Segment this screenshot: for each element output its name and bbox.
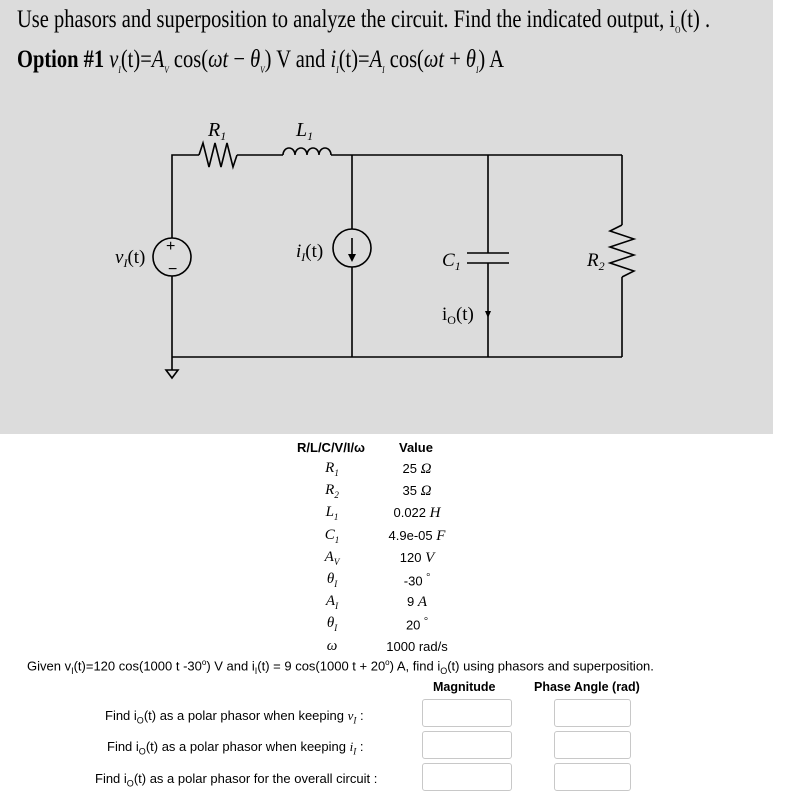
q2-phase-input[interactable] (554, 731, 631, 759)
q2-magnitude-input[interactable] (422, 731, 512, 759)
label-vsrc: $v_I(t)$ (115, 247, 146, 270)
label-r2: $R_2$ (587, 250, 605, 273)
resistor-r2 (610, 225, 634, 277)
param-symbol: $A_I$ (325, 593, 339, 612)
io-arrow-icon (485, 311, 491, 318)
q3-magnitude-input[interactable] (422, 763, 512, 791)
table-header-value: Value (399, 440, 433, 455)
current-arrow-icon (348, 254, 356, 262)
param-symbol: $C_1$ (324, 526, 340, 545)
param-symbol: $\theta_I$ (326, 615, 338, 634)
inductor-l1 (283, 148, 331, 155)
param-symbol: $\theta_I$ (326, 571, 338, 589)
resistor-r1 (199, 143, 237, 167)
param-value: 35 Ω (402, 483, 432, 500)
param-symbol: $R_1$ (325, 460, 339, 478)
param-symbol: $R_2$ (325, 482, 339, 501)
param-symbol: $L_1$ (325, 504, 339, 523)
plus-sign: + (166, 238, 176, 255)
param-symbol: $A_V$ (324, 548, 340, 567)
param-value: 4.9e-05 F (388, 527, 446, 544)
problem-statement: Use phasors and superposition to analyze the circuit. Find the indicated output, $i_O(t)$ . (17, 6, 711, 35)
param-value: 120 V (399, 549, 435, 566)
wire-top-left (172, 155, 199, 160)
label-io: $i_O(t)$ (442, 304, 474, 327)
question-3-label: Find $i_O(t)$ as a polar phasor for the overall circuit : (95, 771, 378, 789)
question-1-label: Find $i_O(t)$ as a polar phasor when keeping $v_I$ : (105, 708, 364, 726)
param-value: 20 ° (405, 616, 429, 633)
label-r1: $R_1$ (208, 119, 227, 143)
magnitude-header: Magnitude (433, 680, 496, 694)
param-value: -30 ° (403, 572, 431, 589)
label-isrc: $i_I(t)$ (296, 241, 324, 264)
label-l1: $L_1$ (296, 119, 314, 143)
option-heading: Option #1 $v_I(t)=A_V$ $\cos(\omega t - \theta_V)$ V and $i_I(t)=A_I$ $\cos(\omega t + \theta_I)$ A (17, 46, 505, 75)
table-header-param: R/L/C/V/I/ω (297, 440, 366, 455)
q3-phase-input[interactable] (554, 763, 631, 791)
param-value: 25 Ω (402, 461, 432, 477)
given-statement: Given $v_I(t)=120$ cos(1000 t -30$^o$) V and $i_I(t) = 9$ cos(1000 $t + 20^o$) A, find $i_O(t)$ using phasors and superposition. (27, 658, 654, 676)
param-value: 0.022 H (393, 505, 441, 522)
param-symbol: ω (326, 637, 338, 654)
phase-header: Phase Angle (rad) (534, 680, 640, 694)
q1-phase-input[interactable] (554, 699, 631, 727)
question-2-label: Find $i_O(t)$ as a polar phasor when keeping $i_I$ : (107, 739, 364, 757)
minus-sign: − (168, 261, 178, 278)
q1-magnitude-input[interactable] (422, 699, 512, 727)
param-value: 1000 rad/s (386, 638, 448, 654)
param-value: 9 A (406, 594, 428, 611)
ground-icon (166, 370, 178, 378)
label-c1: $C_1$ (442, 250, 461, 273)
